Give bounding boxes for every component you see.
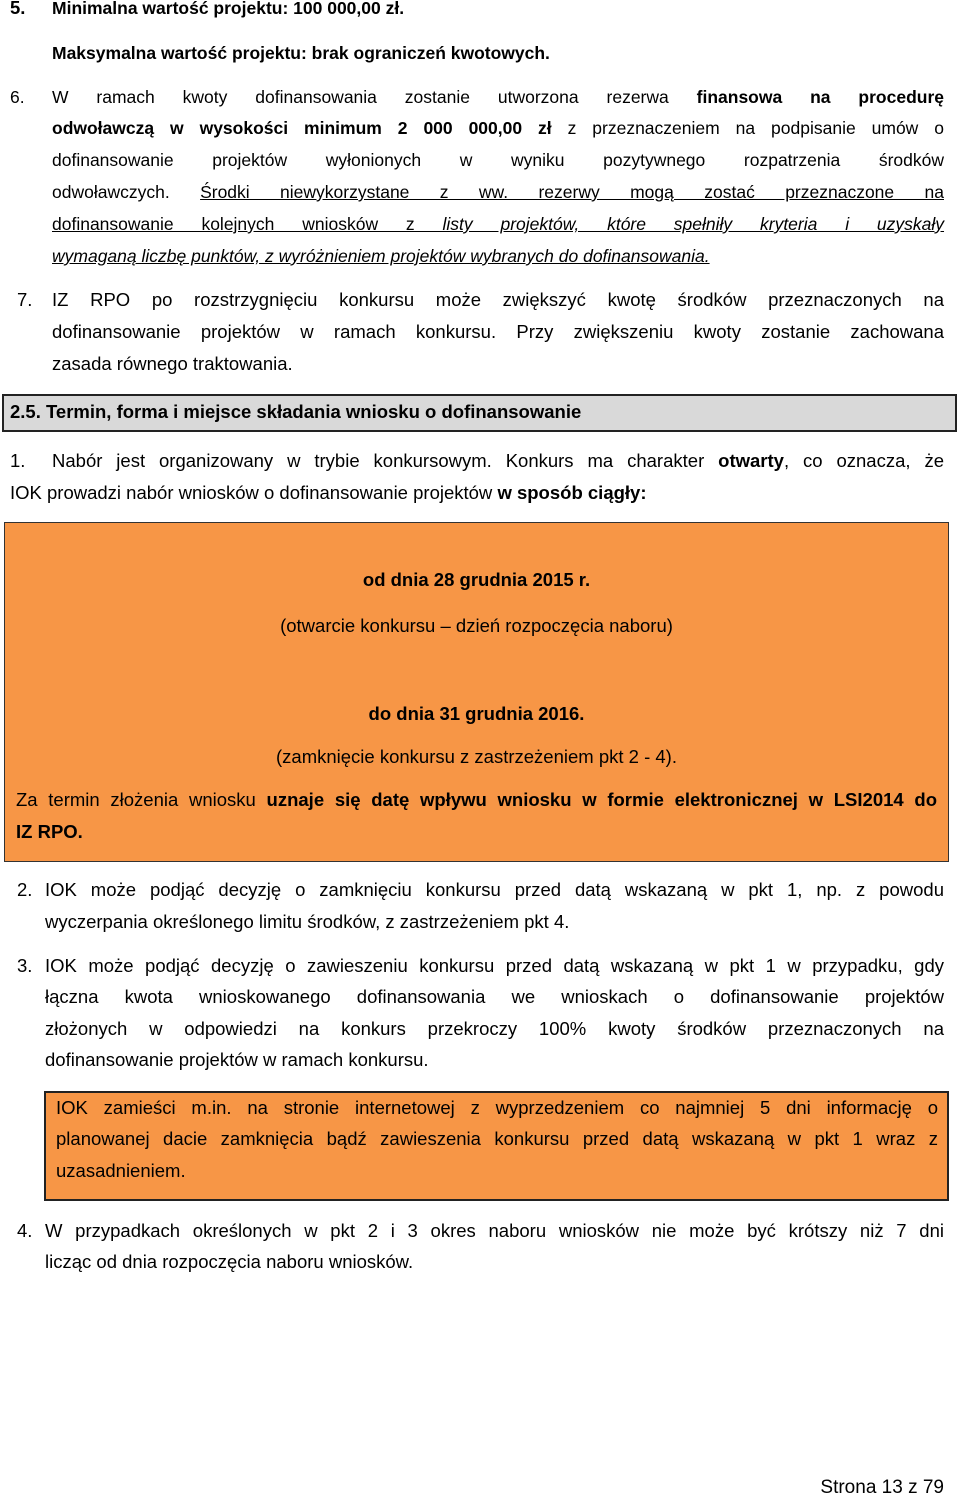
item-4-line-2: licząc od dnia rozpoczęcia naboru wniosków. (45, 1251, 414, 1272)
item-6-line-3: dofinansowanie projektów wyłonionych w wyniku pozytywnego rozpatrzenia środków (52, 150, 944, 170)
item-5-line-2: Maksymalna wartość projektu: brak ograniczeń kwotowych. (52, 43, 550, 63)
item-6-line-4: odwoławczych. Środki niewykorzystane z ww. rezerwy mogą zostać przeznaczone na (52, 182, 944, 202)
item-4-number: 4. (17, 1220, 33, 1241)
date-from-note: (otwarcie konkursu – dzień rozpoczęcia naboru) (280, 615, 673, 636)
item-4-line-1: W przypadkach określonych w pkt 2 i 3 okres naboru wniosków nie może być krótszy niż 7 dni (45, 1220, 944, 1241)
item-3-line-3: złożonych w odpowiedzi na konkurs przekroczy 100% kwoty środków przeznaczonych na (45, 1018, 944, 1039)
section-title: 2.5. Termin, forma i miejsce składania wniosku o dofinansowanie (10, 401, 582, 422)
deadline-line-1: Za termin złożenia wniosku uznaje się datę wpływu wniosku w formie elektronicznej w LSI2014 do (16, 789, 938, 810)
item-6-line-5: dofinansowanie kolejnych wniosków z listy projektów, które spełniły kryteria i uzyskały (52, 214, 945, 234)
item-1-number: 1. (10, 450, 26, 471)
item-2-line-2: wyczerpania określonego limitu środków, z zastrzeżeniem pkt 4. (45, 911, 570, 932)
date-to: do dnia 31 grudnia 2016. (368, 703, 585, 724)
notice-line-2: planowanej dacie zamknięcia bądź zawieszenia konkursu przed datą wskazaną w pkt 1 wraz z (56, 1128, 938, 1149)
item-6-line-1: W ramach kwoty dofinansowania zostanie utworzona rezerwa finansowa na procedurę (52, 87, 944, 107)
item-2-line-1: IOK może podjąć decyzję o zamknięciu konkursu przed datą wskazaną w pkt 1, np. z powodu (45, 879, 944, 900)
page-number: Strona 13 z 79 (820, 1477, 944, 1498)
item-6-line-2: odwoławczą w wysokości minimum 2 000 000,00 zł z przeznaczeniem na podpisanie umów o (52, 118, 944, 138)
item-1-line-1: Nabór jest organizowany w trybie konkursowym. Konkurs ma charakter otwarty, co oznacza, że (52, 450, 944, 471)
notice-line-1: IOK zamieści m.in. na stronie internetowej z wyprzedzeniem co najmniej 5 dni informację o (56, 1097, 938, 1118)
deadline-line-2: IZ RPO. (16, 821, 83, 842)
notice-line-3: uzasadnieniem. (56, 1160, 186, 1181)
item-7-line-3: zasada równego traktowania. (52, 353, 293, 374)
item-2-number: 2. (17, 879, 33, 900)
item-3-number: 3. (17, 955, 33, 976)
item-1-line-2: IOK prowadzi nabór wniosków o dofinansowanie projektów w sposób ciągły: (10, 482, 647, 503)
item-3-line-1: IOK może podjąć decyzję o zawieszeniu konkursu przed datą wskazaną w pkt 1 w przypadku, gdy (45, 955, 944, 976)
item-5-line-1: Minimalna wartość projektu: 100 000,00 zł. (52, 0, 405, 18)
item-7-number: 7. (17, 289, 33, 310)
item-7-line-2: dofinansowanie projektów w ramach konkursu. Przy zwiększeniu kwoty zostanie zachowana (52, 321, 944, 342)
item-3-line-2: łączna kwota wnioskowanego dofinansowania we wnioskach o dofinansowanie projektów (45, 986, 944, 1007)
item-6-number: 6. (10, 87, 25, 107)
date-to-note: (zamknięcie konkursu z zastrzeżeniem pkt 2 - 4). (276, 746, 677, 767)
item-3-line-4: dofinansowanie projektów w ramach konkursu. (45, 1049, 429, 1070)
date-from: od dnia 28 grudnia 2015 r. (362, 569, 591, 590)
item-7-line-1: IZ RPO po rozstrzygnięciu konkursu może zwiększyć kwotę środków przeznaczonych na (52, 289, 944, 310)
item-5-number: 5. (10, 0, 26, 18)
item-6-line-6: wymaganą liczbę punktów, z wyróżnieniem projektów wybranych do dofinansowania. (52, 246, 710, 266)
